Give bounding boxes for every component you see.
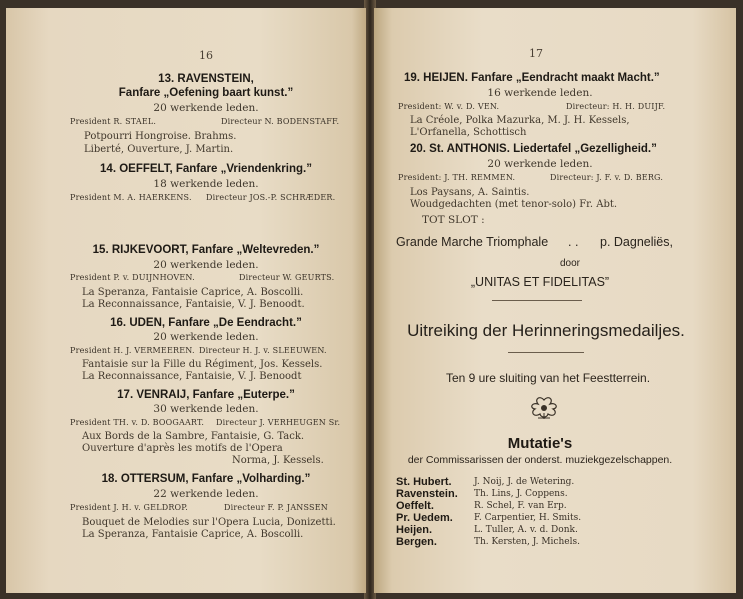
entry-piece: La Reconnaissance, Fantaisie, V. J. Benoodt bbox=[82, 371, 302, 382]
entry-heading: 17. VENRAIJ, Fanfare „Euterpe.” bbox=[117, 389, 295, 401]
entry-director: Directeur: H. H. DUIJF. bbox=[566, 102, 666, 111]
mutaties-subtitle: der Commissarissen der onderst. muziekgezelschappen. bbox=[407, 454, 673, 466]
entry-piece: L'Orfanella, Schottisch bbox=[410, 127, 527, 138]
mutatie-names: R. Schel, F. van Erp. bbox=[474, 501, 567, 511]
entry-piece: Woudgedachten (met tenor-solo) Fr. Abt. bbox=[410, 199, 618, 210]
entry-director: Directeur W. GEURTS. bbox=[239, 273, 335, 282]
entry-director: Directeur F. P. JANSSEN bbox=[224, 503, 328, 512]
mutaties-title: Mutatie's bbox=[507, 435, 573, 452]
entry-members: 16 werkende leden. bbox=[487, 87, 593, 99]
entry-president: President J. H. v. GELDROP. bbox=[70, 503, 189, 512]
finale-dots: . . bbox=[568, 235, 579, 249]
entry-heading: 14. OEFFELT, Fanfare „Vriendenkring.” bbox=[100, 163, 312, 175]
entry-piece: Norma, J. Kessels. bbox=[232, 455, 324, 466]
entry-director: Directeur N. BODENSTAFF. bbox=[221, 117, 340, 126]
entry-heading: 18. OTTERSUM, Fanfare „Volharding.” bbox=[101, 473, 311, 485]
entry-director: Directeur: J. F. v. D. BERG. bbox=[550, 173, 664, 182]
entry-members: 30 werkende leden. bbox=[153, 403, 259, 415]
entry-heading: 15. RIJKEVOORT, Fanfare „Weltevreden.” bbox=[92, 244, 320, 256]
mutatie-place: Heijen. bbox=[396, 524, 433, 536]
entry-director: Directeur JOS.-P. SCHRÆDER. bbox=[206, 193, 336, 202]
entry-piece: Aux Bords de la Sambre, Fantaisie, G. Tack. bbox=[82, 431, 305, 442]
page-number: 17 bbox=[529, 47, 543, 60]
mutatie-place: St. Hubert. bbox=[396, 476, 452, 488]
entry-piece: La Reconnaissance, Fantaisie, V. J. Benoodt. bbox=[82, 299, 305, 310]
unitas-title: „UNITAS ET FIDELITAS” bbox=[470, 275, 610, 289]
mutatie-place: Oeffelt. bbox=[396, 500, 434, 512]
entry-heading: 19. HEIJEN. Fanfare „Eendracht maakt Macht.” bbox=[404, 72, 660, 84]
sluiting-text: Ten 9 ure sluiting van het Feestterrein. bbox=[445, 371, 651, 385]
finale-piece: Grande Marche Triomphale bbox=[396, 235, 549, 249]
finale-composer: p. Dagneliës, bbox=[600, 235, 673, 249]
entry-director: Directeur H. J. v. SLEEUWEN. bbox=[199, 346, 327, 355]
entry-piece: La Speranza, Fantaisie Caprice, A. Boscolli. bbox=[82, 287, 304, 298]
uitreiking-title: Uitreiking der Herinneringsmedailjes. bbox=[407, 321, 685, 340]
entry-piece: Fantaisie sur la Fille du Régiment, Jos. Kessels. bbox=[82, 359, 323, 370]
entry-piece: Bouquet de Melodies sur l'Opera Lucia, Donizetti. bbox=[82, 517, 336, 528]
entry-members: 20 werkende leden. bbox=[153, 331, 259, 343]
entry-piece: Los Paysans, A. Saintis. bbox=[410, 187, 530, 198]
entry-piece: Potpourri Hongroise. Brahms. bbox=[84, 131, 237, 142]
entry-members: 22 werkende leden. bbox=[153, 488, 259, 500]
entry-heading: 16. UDEN, Fanfare „De Eendracht.” bbox=[110, 317, 302, 329]
flower-ornament-icon bbox=[524, 396, 564, 420]
page-number: 16 bbox=[199, 49, 213, 62]
mutatie-names: J. Noij, J. de Wetering. bbox=[474, 477, 575, 487]
entry-heading: 20. St. ANTHONIS. Liedertafel „Gezelligheid.” bbox=[410, 143, 657, 155]
entry-president: President: W. v. D. VEN. bbox=[398, 102, 500, 111]
entry-subheading: Fanfare „Oefening baart kunst.” bbox=[118, 87, 294, 99]
mutatie-names: Th. Kersten, J. Michels. bbox=[474, 537, 580, 547]
entry-director: Directeur J. VERHEUGEN Sr. bbox=[216, 418, 341, 427]
entry-president: President H. J. VERMEEREN. bbox=[70, 346, 195, 355]
divider bbox=[492, 300, 582, 301]
right-page bbox=[374, 8, 736, 593]
tot-slot-label: TOT SLOT : bbox=[422, 214, 485, 226]
door-label: door bbox=[559, 258, 581, 269]
entry-piece: La Speranza, Fantaisie Caprice, A. Boscolli. bbox=[82, 529, 304, 540]
divider bbox=[508, 352, 584, 353]
mutatie-names: F. Carpentier, H. Smits. bbox=[474, 513, 582, 523]
entry-members: 20 werkende leden. bbox=[153, 102, 259, 114]
entry-president: President R. STAEL. bbox=[70, 117, 157, 126]
entry-piece: Ouverture d'après les motifs de l'Opera bbox=[82, 443, 283, 454]
entry-heading: 13. RAVENSTEIN, bbox=[158, 73, 254, 85]
mutatie-names: Th. Lins, J. Coppens. bbox=[474, 489, 568, 499]
entry-president: President M. A. HAERKENS. bbox=[70, 193, 192, 202]
entry-president: President: J. TH. REMMEN. bbox=[398, 173, 516, 182]
entry-members: 20 werkende leden. bbox=[153, 259, 259, 271]
entry-piece: La Créole, Polka Mazurka, M. J. H. Kessels, bbox=[410, 115, 630, 126]
entry-president: President TH. v. D. BOOGAART. bbox=[70, 418, 205, 427]
mutatie-place: Pr. Uedem. bbox=[396, 512, 453, 524]
entry-president: President P. v. DUIJNHOVEN. bbox=[70, 273, 195, 282]
entry-members: 18 werkende leden. bbox=[153, 178, 259, 190]
entry-members: 20 werkende leden. bbox=[487, 158, 593, 170]
mutatie-names: L. Tuller, A. v. d. Donk. bbox=[474, 525, 578, 535]
entry-piece: Liberté, Ouverture, J. Martin. bbox=[84, 144, 234, 155]
mutatie-place: Ravenstein. bbox=[396, 488, 458, 500]
mutatie-place: Bergen. bbox=[396, 536, 437, 548]
left-page bbox=[6, 8, 366, 593]
